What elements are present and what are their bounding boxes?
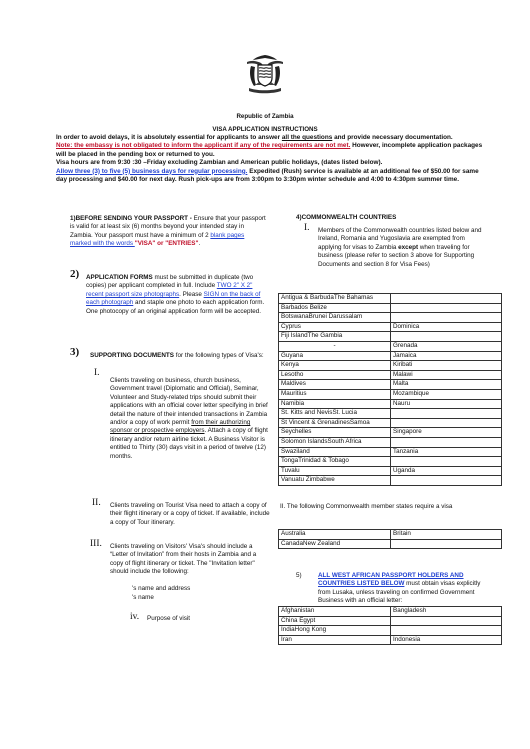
section-4-except: except [398,243,419,251]
section-2-text: must be submitted in duplicate (two copies) per applicant completed in full. Include [86,274,254,290]
table-cell: TongaTrinidad & Tobago [279,457,391,467]
section-1-blue: blank pages marked with the words [70,231,245,248]
section-5-rest: must obtain visas explicitly from Lusaka, unless traveling on confirmed Government Business with an official letter: [318,580,481,605]
section-2-sign: SIGN on the back of each photograph [86,290,261,307]
page-title: VISA APPLICATION INSTRUCTIONS [212,126,318,133]
table-row [279,476,502,486]
business-visa-b: . Attach a copy of flight itinerary and/or return airline ticket. A Business Visitor is entitled to Thirty (30) days visit in a period of twelve (12) months. [110,427,268,460]
section-1 [70,215,266,249]
table-row [279,313,502,323]
table-row [279,303,502,313]
table-cell: Mauritius [279,389,391,399]
section-3-intro [90,352,266,360]
invitation-item-2: 's name [132,594,154,601]
table-cell: Vanuatu Zimbabwe [279,476,391,486]
table-row [279,428,502,438]
invitation-item-1: 's name and address [132,585,191,592]
table-cell [391,418,502,428]
section-4-text-a: Members of the Commonwealth countries listed below and Ireland, Romania and Yugoslavia are exempted from applying for visas to Zambia [318,227,482,251]
intro-emphasis: all the questions [281,134,333,141]
table-cell: Cyprus [279,322,391,332]
table-cell [391,437,502,447]
table-cell: Swaziland [279,447,391,457]
table-cell: Namibia [279,399,391,409]
table-row [279,389,502,399]
table-cell: Kiribati [391,361,502,371]
table-cell: China Egypt [279,616,391,626]
processing-time: Allow three (3) to five (5) business days for regular processing. [56,167,248,175]
section-4-roman-i: I. [304,223,310,233]
section-4-text-b: when traveling for business (please refer to section 3 above for Supporting Documents and section 8 for Visa Fees) [318,243,475,268]
business-visa-a: Clients traveling on business, church business, Government travel (Diplomatic and Official), Seminar, Volunteer and Study-related trips should submit their applications with an official cover letter specifying in brief detail the nature of their intended transactions in Zambia and/or a copy of work permit [110,377,268,427]
table-cell: Uganda [391,466,502,476]
section-5-text [318,572,490,606]
table-row [279,322,502,332]
table-cell: Tanzania [391,447,502,457]
table-cell: Nauru [391,399,502,409]
roman-ii: II. [92,498,101,508]
business-visa-text [110,377,270,461]
table-row [279,332,502,342]
table-cell: Solomon IslandsSouth Africa [279,437,391,447]
table-row [279,380,502,390]
table-cell: Antigua & BarbudaThe Bahamas [279,294,391,304]
section-4-heading: 4)COMMONWEALTH COUNTRIES [296,214,397,221]
section-2-text-b: . Please [179,290,204,298]
section-2-heading: APPLICATION FORMS [86,274,153,281]
expedited-info: Expedited (Rush) service is available at an additional fee of $50.00 for same day processing and $40.00 for next day. Rush pick-ups are from 3:00pm to 3:30pm winter schedule and 4:00 to 4:30pm summer time. [56,167,479,184]
table-cell: Lesotho [279,370,391,380]
table-cell: Mozambique [391,389,502,399]
table-cell: Malawi [391,370,502,380]
table-cell: Grenada [391,341,502,351]
table-row [279,437,502,447]
section-3-heading: SUPPORTING DOCUMENTS [90,352,174,359]
section-4-ii: II. The following Commonwealth member states require a visa [280,503,453,510]
table-cell: - [279,341,391,351]
table-cell [391,313,502,323]
table-cell: Guyana [279,351,391,361]
table-cell: Fiji IslandThe Gambia [279,332,391,342]
table-row [279,616,502,626]
section-4-text [318,227,488,269]
table-cell: Iran [279,635,391,645]
west-africa-lusaka-table [278,606,502,645]
table-cell: CanadaNew Zealand [279,539,391,549]
table-row [279,626,502,636]
business-visa-sponsor: from their authorizing sponsor or prospective employers [110,419,251,435]
roman-iv: iv. [130,612,140,622]
table-cell [391,539,502,549]
table-row [279,294,502,304]
commonwealth-exempt-table [278,293,502,486]
note-label: Note: the embassy is not obligated to inform the applicant if any of the requirements are not met. [56,142,351,150]
table-row [279,341,502,351]
table-cell: St. Kitts and NevisSt. Lucia [279,409,391,419]
table-cell: BotswanaBrunei Darussalam [279,313,391,323]
table-cell [391,332,502,342]
table-cell [391,303,502,313]
table-row [279,418,502,428]
table-cell: Jamaica [391,351,502,361]
visa-hours: Visa hours are from 9:30 :30 –Friday excluding Zambian and American public holidays, (dates listed below). [56,159,383,167]
table-cell: Afghanistan [279,607,391,617]
table-cell [391,626,502,636]
table-cell: Tuvalu [279,466,391,476]
table-cell: Indonesia [391,635,502,645]
table-row [279,447,502,457]
intro-text [56,134,488,184]
table-row [279,409,502,419]
section-3-text: for the following types of Visa's: [173,352,264,359]
republic-heading: Republic of Zambia [236,113,294,120]
table-cell [391,476,502,486]
table-cell: Kenya [279,361,391,371]
table-cell: St Vincent & GrenadinesSamoa [279,418,391,428]
roman-i: I. [94,368,100,378]
table-cell [391,616,502,626]
section-1-text: Ensure that your passport is valid for at least six (6) months beyond your intended stay in Zambia. Your passport must have a minimum of 2 [70,215,266,239]
table-cell: Malta [391,380,502,390]
invitation-item-3: Purpose of visit [147,615,191,622]
section-1-visa-entries: "VISA" or "ENTRIES" [134,240,199,248]
table-row [279,457,502,467]
table-cell: Seychelles [279,428,391,438]
table-row [279,361,502,371]
section-2-photos: TWO 2" X 2" recent passport size photographs [86,282,253,298]
table-cell: Maldives [279,380,391,390]
section-5-heading: ALL WEST AFRICAN PASSPORT HOLDERS AND COUNTRIES LISTED BELOW [318,572,464,588]
table-row [279,370,502,380]
section-2-text-c: and staple one photo to each application form. One photocopy of an original application form will be accepted. [86,299,265,315]
section-1-end: . [198,240,201,248]
table-row [279,351,502,361]
table-cell: Barbados Belize [279,303,391,313]
table-cell: Bangladesh [391,607,502,617]
table-row [279,399,502,409]
section-1-heading: 1)BEFORE SENDING YOUR PASSPORT - [70,215,192,222]
zambia-coat-of-arms-icon [243,52,287,96]
visitor-visa-text: Clients traveling on Visitors' Visa's should include a “Letter of Invitation” from their hosts in Zambia and a copy of flight itinerary or ticket. The "Invitation letter" should include the following: [110,543,257,576]
section-2 [86,274,266,316]
table-cell: Singapore [391,428,502,438]
table-cell [391,409,502,419]
section-3-number: 3) [70,346,80,358]
table-row [279,539,502,549]
section-2-number: 2) [70,268,80,280]
section-5-number: 5) [296,572,302,579]
tourist-visa-text: Clients traveling on Tourist Visa need to attach a copy of their flight itinerary or a copy of ticket. If available, include a copy of Tour itinerary. [110,502,270,526]
table-row [279,607,502,617]
table-cell: IndiaHong Kong [279,626,391,636]
table-cell [391,294,502,304]
intro-line1: In order to avoid delays, it is absolutely essential for applicants to answer [56,134,282,141]
table-row [279,466,502,476]
roman-iii: III. [90,539,102,549]
commonwealth-visa-required-table [278,529,502,549]
table-row [279,635,502,645]
table-cell [391,457,502,467]
note-text: However, incomplete application packages will be placed in the pending box or returned to you. [56,142,483,158]
table-cell: Britain [391,530,502,540]
intro-line1-end: and provide necessary documentation. [332,134,453,141]
table-cell: Australia [279,530,391,540]
table-row [279,530,502,540]
table-cell: Dominica [391,322,502,332]
